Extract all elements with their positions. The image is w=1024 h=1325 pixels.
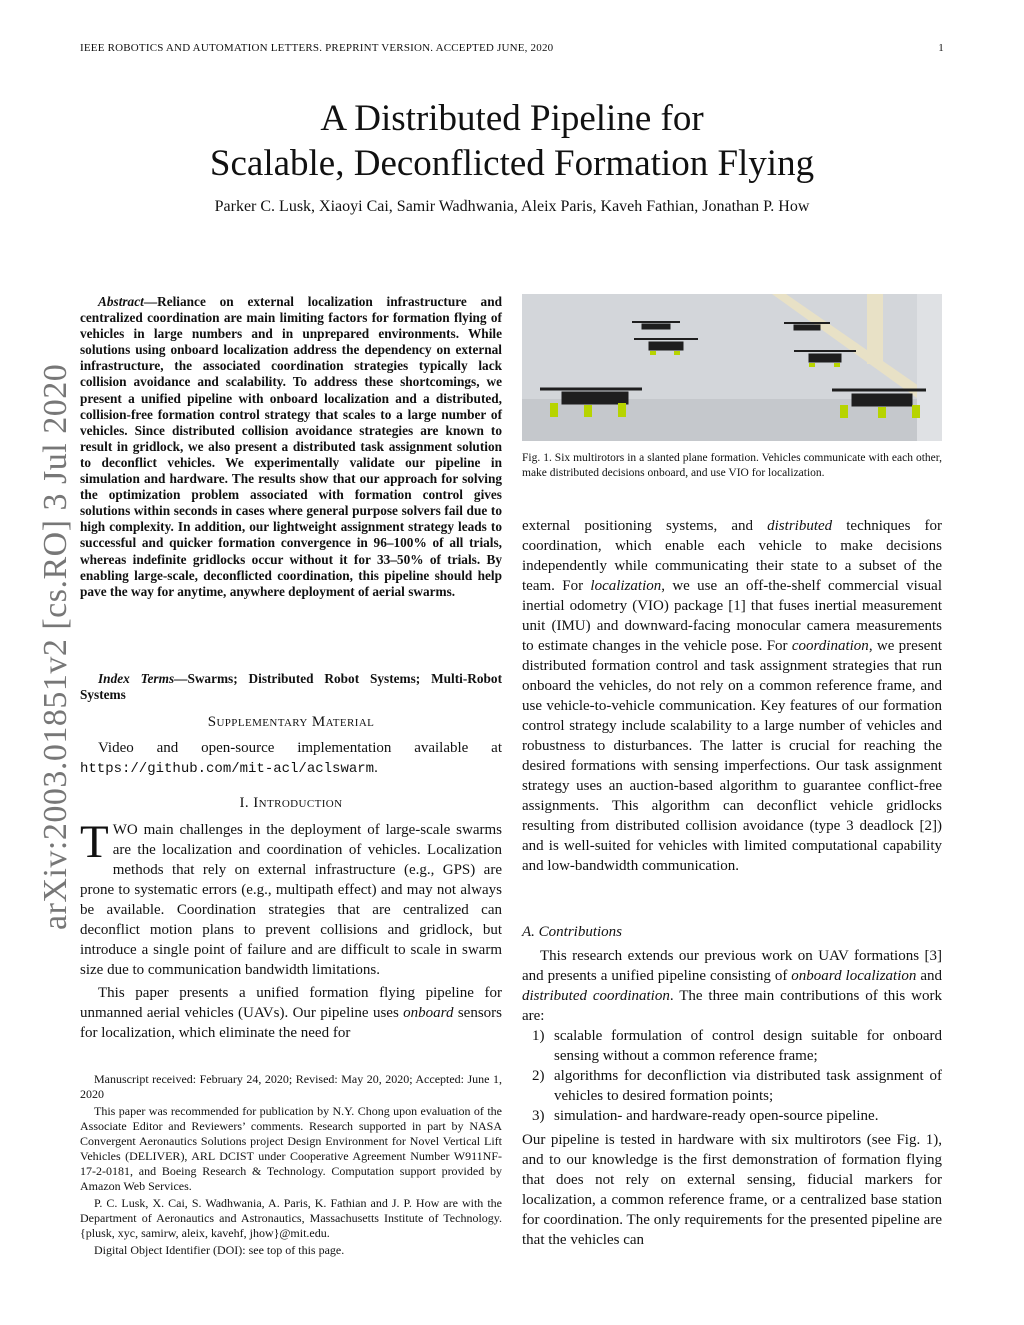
- contributions-heading: A. Contributions: [522, 924, 623, 940]
- running-head: [80, 42, 944, 54]
- drop-cap: T: [80, 816, 109, 868]
- list-item: 1) scalable formulation of control design suitable for onboard sensing without a common reference frame;: [532, 1028, 942, 1064]
- contributions-list: [522, 1026, 942, 1126]
- page-number: 1: [938, 42, 944, 54]
- abstract: [80, 294, 502, 600]
- footnote-received: Manuscript received: February 24, 2020; Revised: May 20, 2020; Accepted: June 1, 2020: [80, 1072, 502, 1101]
- supplementary-text: Video and open-source implementation available at https://github.com/mit-acl/aclswarm.: [80, 740, 502, 777]
- list-item: 3) simulation- and hardware-ready open-source pipeline.: [532, 1108, 879, 1124]
- footnote-recommended: This paper was recommended for publication by N.Y. Chong upon evaluation of the Associate Editor and Reviewers’ comments. Research supported in part by NASA Convergent Aeronautics Solutions project Design Environment for Novel Vertical Lift Vehicles (DELIVER), ARL DCIST under Cooperative Agreement Number W911NF-17-2-0181, and Boeing Research & Technology. Computation support provided by Amazon Web Services.: [80, 1104, 502, 1193]
- index-terms-text: —Swarms; Distributed Robot Systems; Multi-Robot Systems: [80, 671, 502, 703]
- author-list: Parker C. Lusk, Xiaoyi Cai, Samir Wadhwania, Aleix Paris, Kaveh Fathian, Jonathan P. How: [214, 198, 810, 215]
- abstract-lead: Abstract: [98, 294, 144, 309]
- title-line-1: A Distributed Pipeline for: [320, 98, 704, 139]
- contributions-text: This research extends our previous work on UAV formations [3] and presents a unified pipeline consisting of onboard localization and distributed coordination. The three main contributions of this work are: 1) scalable formulation of control design suitable for onboard sensing without a common reference frame; 2) algorithms for deconfliction via distributed task assignment of vehicles to desired formation points; 3) simulation- and hardware-ready open-source pipeline. Our pipeline is tested in hardware with six multirotors (see Fig. 1), and to our knowledge is the first demonstration of formation flying that does not rely on external sensing, fiducial markers for localization, a common reference frame, or a centralized base station for coordination. The only requirements for the presented pipeline are that the vehicles can: [522, 948, 942, 1248]
- abstract-text: —Reliance on external localization infrastructure and centralized coordination are main limiting factors for formation flying of vehicles in large numbers and in unprepared environments. While solutions using onboard localization address the dependency on external infrastructure, the associated coordination strategies typically lack collision avoidance and scalability. To address these shortcomings, we present a unified pipeline with onboard localization and a distributed, collision-free formation control strategy that scales to a large number of vehicles. Since distributed collision avoidance strategies are known to result in gridlock, we also present a distributed task assignment solution to deconflict vehicles. We experimentally validate our pipeline in simulation and hardware. The results show that our approach for solving the optimization problem associated with formation control gives solutions within seconds in cases where general purpose solvers fail due to high complexity. In addition, our lightweight assignment strategy leads to successful and quicker formation convergence in 96–100% of all trials, whereas indefinite gridlocks occur without it for 33–50% of trials. By enabling large-scale, deconflicted coordination, this pipeline should help pave the way for anytime, anywhere deployment of aerial swarms.: [80, 294, 502, 599]
- index-terms-lead: Index Terms: [98, 671, 175, 686]
- title-line-2: Scalable, Deconflicted Formation Flying: [209, 143, 815, 184]
- footnote-affiliation: P. C. Lusk, X. Cai, S. Wadhwania, A. Paris, K. Fathian and J. P. How are with the Department of Aeronautics and Astronautics, Massachusetts Institute of Technology. {plusk, xyc, samirw, aleix, kavehf, jhow}@mit.edu.: [80, 1196, 502, 1240]
- right-column-intro: external positioning systems, and distributed techniques for coordination, which enable each vehicle to make decisions independently while communicating their state to a subset of the team. For localization, we use an off-the-shelf commercial visual inertial odometry (VIO) package [1] that fuses inertial measurement unit (IMU) and downward-facing monocular camera measurements to estimate changes in the vehicle pose. For coordination, we present distributed formation control and task assignment strategies that run onboard the vehicles, do not rely on a common reference frame, and use vehicle-to-vehicle communication. Key features of our formation control strategy include scalability to a large number of vehicles and robustness to disturbances. The latter is crucial for reaching the desired formations with sensing imperfections. Our task assignment strategy uses an auction-based algorithm to guarantee conflict-free assignments. This algorithm can deconflict vehicle gridlocks resulting from distributed collision avoidance (type 3 deadlock [2]) and is well-suited for vehicles with limited computational capability and low-bandwidth communication.: [522, 518, 942, 874]
- closing-paragraph: Our pipeline is tested in hardware with six multirotors (see Fig. 1), and to our knowledge is the first demonstration of formation flying that does not rely on external sensing, fiducial markers for localization, a common reference frame, or a centralized base station for coordination. The only requirements for the presented pipeline are that the vehicles can: [522, 1132, 942, 1248]
- intro-paragraph-1: main challenges in the deployment of large-scale swarms are the localization and coordination of vehicles. Localization methods that rely on external infrastructure (e.g., GPS) are prone to systematic errors (e.g., multipath effect) and may not always be available. Coordination strategies that are centralized can deconflict motion plans to prevent collisions and gridlock, but introduce a single point of failure and are difficult to scale in swarm size due to communication bandwidth limitations.: [80, 822, 502, 978]
- journal-name: IEEE ROBOTICS AND AUTOMATION LETTERS. PREPRINT VERSION. ACCEPTED JUNE, 2020: [80, 42, 554, 54]
- intro-paragraph-2: This paper presents a unified formation flying pipeline for unmanned aerial vehicles (UAVs). Our pipeline uses onboard sensors for localization, which eliminate the need for: [80, 985, 502, 1041]
- introduction-heading: I. Introduction: [239, 795, 343, 811]
- paper-title: [80, 96, 944, 186]
- repo-link[interactable]: https://github.com/mit-acl/aclswarm: [80, 761, 375, 777]
- footnotes: [80, 1072, 502, 1260]
- supplementary-heading: Supplementary Material: [207, 714, 375, 730]
- figure-1-photo: [522, 294, 942, 441]
- introduction-text: TWO main challenges in the deployment of large-scale swarms are the localization and coordination of vehicles. Localization methods that rely on external infrastructure (e.g., GPS) are prone to systematic errors (e.g., multipath effect) and may not always be available. Coordination strategies that are centralized can deconflict motion plans to prevent collisions and gridlock, but introduce a single point of failure and are difficult to scale in swarm size due to communication bandwidth limitations. This paper presents a unified formation flying pipeline for unmanned aerial vehicles (UAVs). Our pipeline uses onboard sensors for localization, which eliminate the need for: [80, 816, 502, 1041]
- footnote-doi: Digital Object Identifier (DOI): see top of this page.: [94, 1243, 345, 1257]
- list-item: 2) algorithms for deconfliction via distributed task assignment of vehicles to desired formation points;: [532, 1068, 942, 1104]
- index-terms: [80, 671, 502, 703]
- multirotor-formation-image: [522, 294, 942, 441]
- arxiv-watermark: arXiv:2003.01851v2 [cs.RO] 3 Jul 2020: [37, 363, 74, 930]
- wall-panel: [917, 294, 942, 441]
- figure-1-caption: Fig. 1. Six multirotors in a slanted plane formation. Vehicles communicate with each other, make distributed decisions onboard, and use VIO for localization.: [522, 452, 942, 479]
